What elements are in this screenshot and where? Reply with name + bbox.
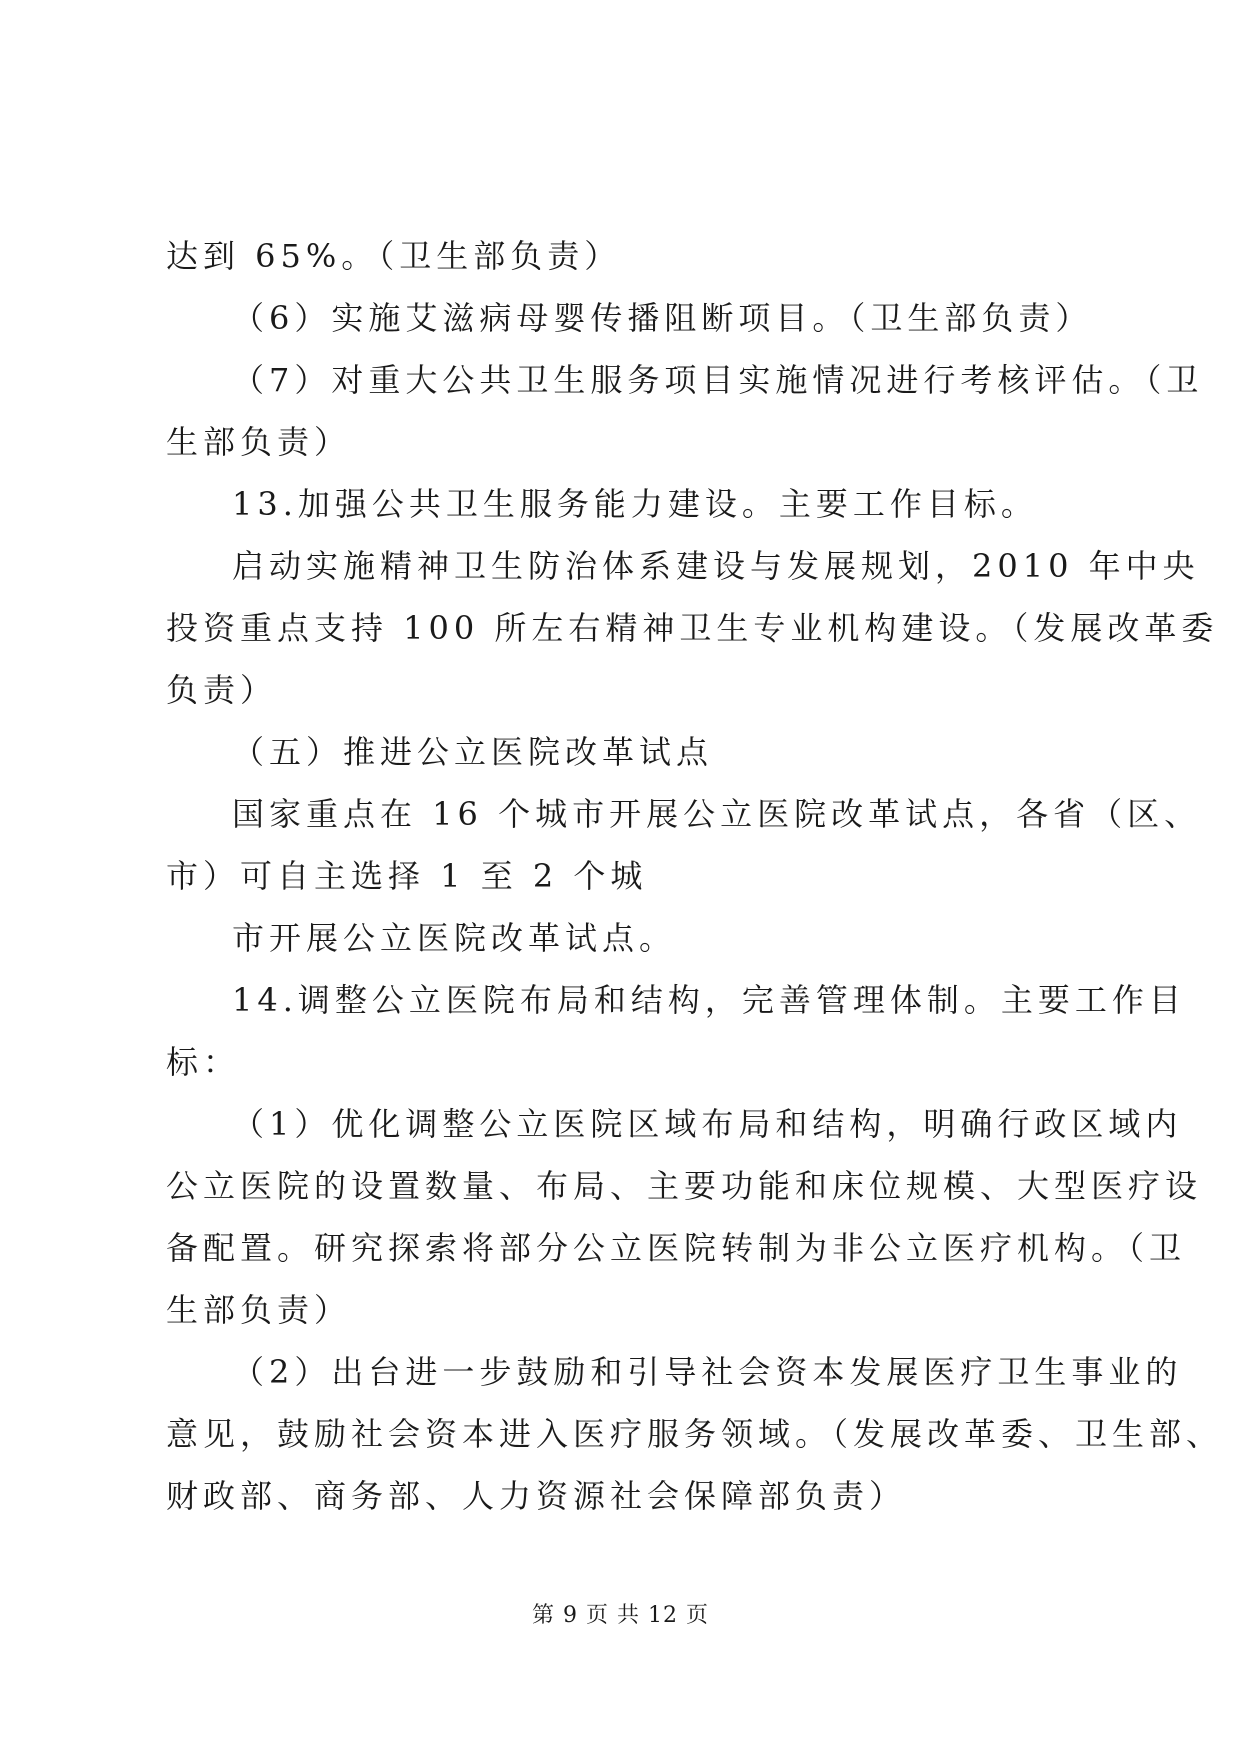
text-line: 市）可自主选择 1 至 2 个城: [166, 857, 648, 895]
page-number-footer: 第 9 页 共 12 页: [532, 1603, 709, 1628]
text-line: 国家重点在 16 个城市开展公立医院改革试点，各省（区、: [232, 795, 1202, 833]
text-line: 生部负责）: [166, 423, 352, 461]
text-line: （2）出台进一步鼓励和引导社会资本发展医疗卫生事业的: [232, 1353, 1183, 1391]
text-line: 13.加强公共卫生服务能力建设。主要工作目标。: [232, 485, 1038, 523]
text-line: 负责）: [166, 671, 278, 709]
text-line: 标：: [166, 1043, 241, 1081]
text-line: 公立医院的设置数量、布局、主要功能和床位规模、大型医疗设: [166, 1167, 1203, 1205]
text-line: （1）优化调整公立医院区域布局和结构，明确行政区域内: [232, 1105, 1183, 1143]
text-line: （7）对重大公共卫生服务项目实施情况进行考核评估。（卫: [232, 361, 1204, 399]
text-line: 14.调整公立医院布局和结构，完善管理体制。主要工作目: [232, 981, 1186, 1019]
text-line: （6）实施艾滋病母婴传播阻断项目。（卫生部负责）: [232, 299, 1093, 337]
text-line: 启动实施精神卫生防治体系建设与发展规划，2010 年中央: [232, 547, 1200, 585]
section-heading: （五）推进公立医院改革试点: [232, 733, 714, 771]
text-line: 意见，鼓励社会资本进入医疗服务领域。（发展改革委、卫生部、: [166, 1415, 1224, 1453]
text-line: 达到 65%。（卫生部负责）: [166, 237, 622, 275]
text-line: 生部负责）: [166, 1291, 352, 1329]
text-line: 投资重点支持 100 所左右精神卫生专业机构建设。（发展改革委: [166, 609, 1219, 647]
text-line: 市开展公立医院改革试点。: [232, 919, 677, 957]
text-line: 财政部、商务部、人力资源社会保障部负责）: [166, 1477, 907, 1515]
text-line: 备配置。研究探索将部分公立医院转制为非公立医疗机构。（卫: [166, 1229, 1187, 1267]
